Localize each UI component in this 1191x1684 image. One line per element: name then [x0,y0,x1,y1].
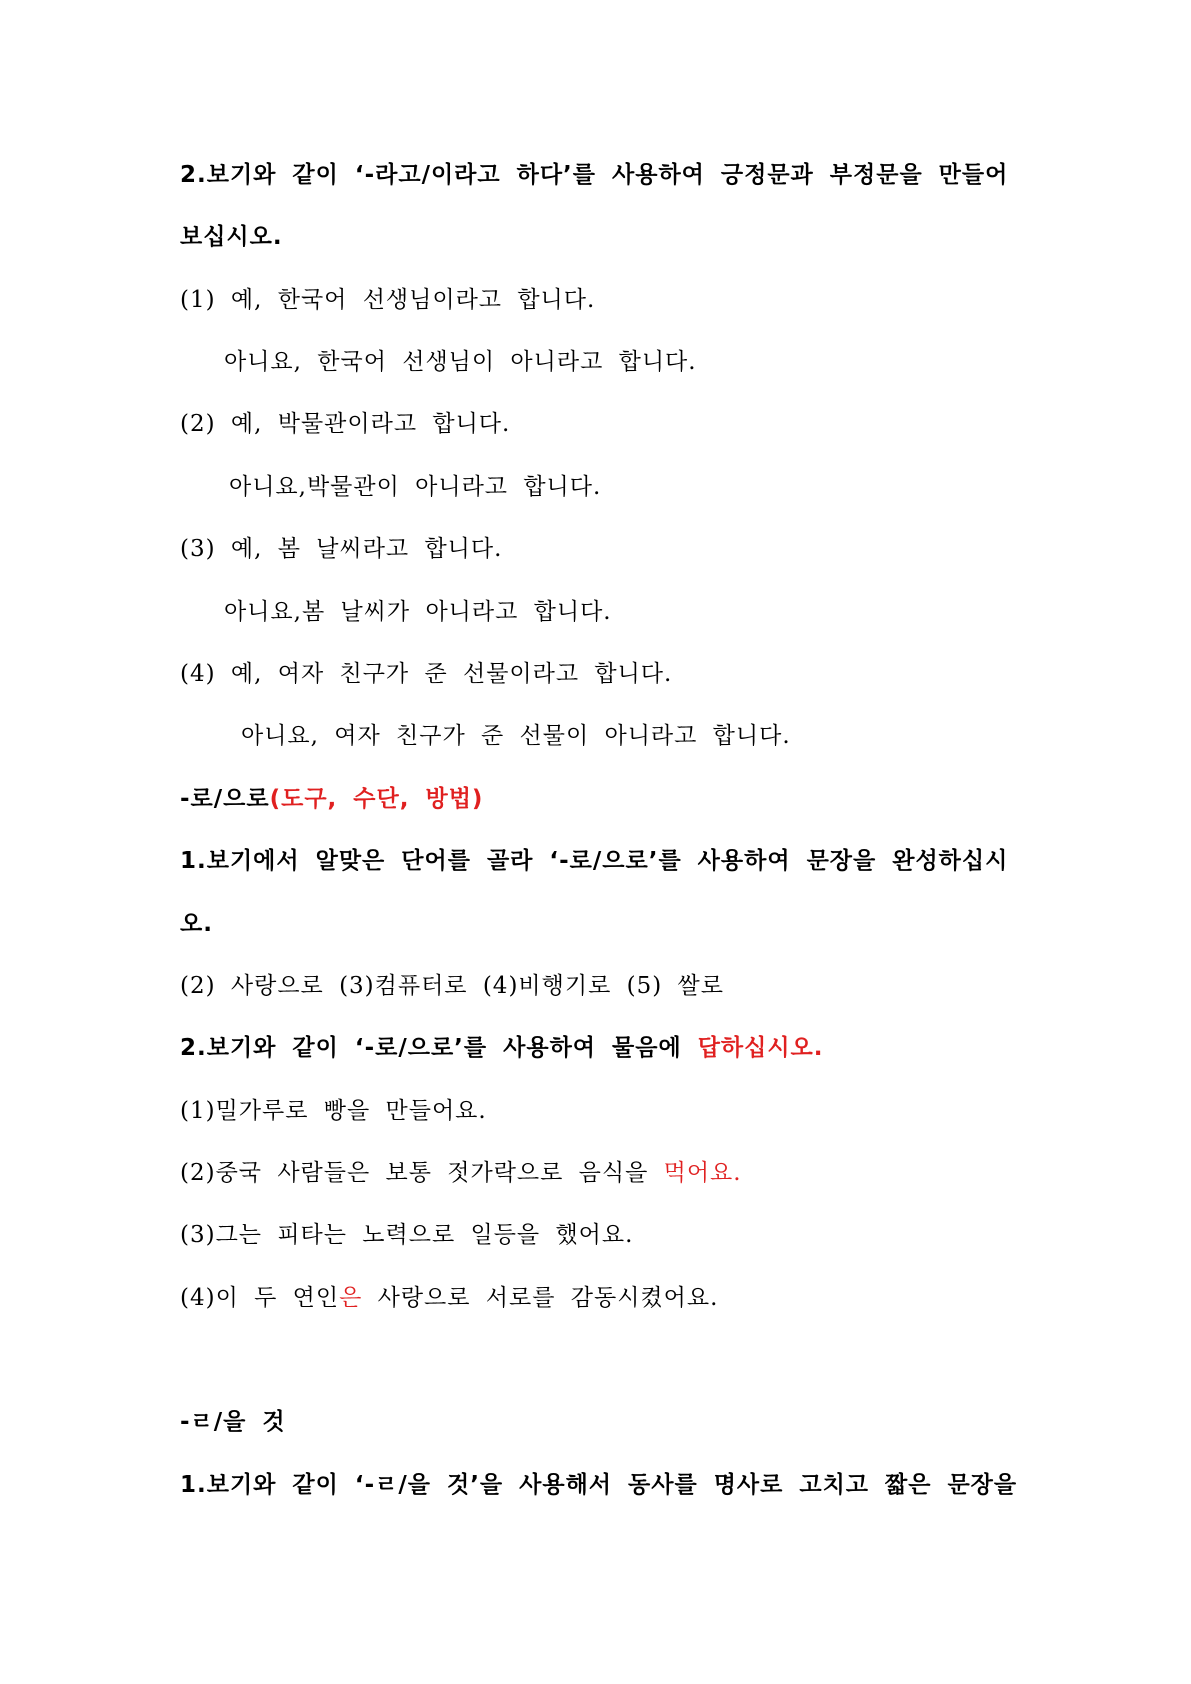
exercise-1-heading-cont: 오. [180,911,213,937]
grammar-section-2-title: -ㄹ/을 것 [180,1409,286,1435]
answer-4-negative: 아니요, 여자 친구가 준 선물이 아니라고 합니다. [241,723,791,749]
answer-4-positive: (4) 예, 여자 친구가 준 선물이라고 합니다. [180,661,673,687]
exercise-2b-heading [180,1033,824,1063]
answer-2-positive: (2) 예, 박물관이라고 합니다. [180,411,511,437]
exercise-2b-heading-highlight: 답하십시오. [697,1035,824,1061]
exercise-2-heading-cont: 보십시오. [180,224,283,250]
grammar-title-text: -로/으로 [180,786,270,812]
exercise-3-heading: 1.보기와 같이 ‘-ㄹ/을 것’을 사용해서 동사를 명사로 고치고 짧은 문장을 [180,1472,1018,1498]
exercise-1-answers: (2) 사랑으로 (3)컴퓨터로 (4)비행기로 (5) 쌀로 [180,973,724,999]
sentence-4-highlight: 은 [339,1285,363,1311]
sentence-3: (3)그는 피타는 노력으로 일등을 했어요. [180,1222,634,1248]
grammar-section-title [180,784,483,814]
sentence-2 [180,1158,742,1188]
exercise-2-heading: 2.보기와 같이 ‘-라고/이라고 하다’를 사용하여 긍정문과 부정문을 만들어 [180,162,1009,188]
grammar-title-note: (도구, 수단, 방법) [269,786,484,812]
sentence-4 [180,1283,718,1313]
exercise-1-heading: 1.보기에서 알맞은 단어를 골라 ‘-로/으로’를 사용하여 문장을 완성하십시 [180,848,1009,874]
sentence-1: (1)밀가루로 빵을 만들어요. [180,1098,487,1124]
sentence-4-text-end: 사랑으로 서로를 감동시켰어요. [362,1285,719,1311]
exercise-2b-heading-text: 2.보기와 같이 ‘-로/으로’를 사용하여 물음에 [180,1035,698,1061]
answer-2-negative: 아니요,박물관이 아니라고 합니다. [229,474,602,500]
answer-1-negative: 아니요, 한국어 선생님이 아니라고 합니다. [224,349,697,375]
sentence-2-highlight: 먹어요. [663,1160,742,1186]
answer-3-positive: (3) 예, 봄 날씨라고 합니다. [180,536,503,562]
answer-3-negative: 아니요,봄 날씨가 아니라고 합니다. [224,599,612,625]
answer-1-positive: (1) 예, 한국어 선생님이라고 합니다. [180,287,596,313]
sentence-4-text-start: (4)이 두 연인 [180,1285,340,1311]
sentence-2-text: (2)중국 사람들은 보통 젓가락으로 음식을 [180,1160,664,1186]
